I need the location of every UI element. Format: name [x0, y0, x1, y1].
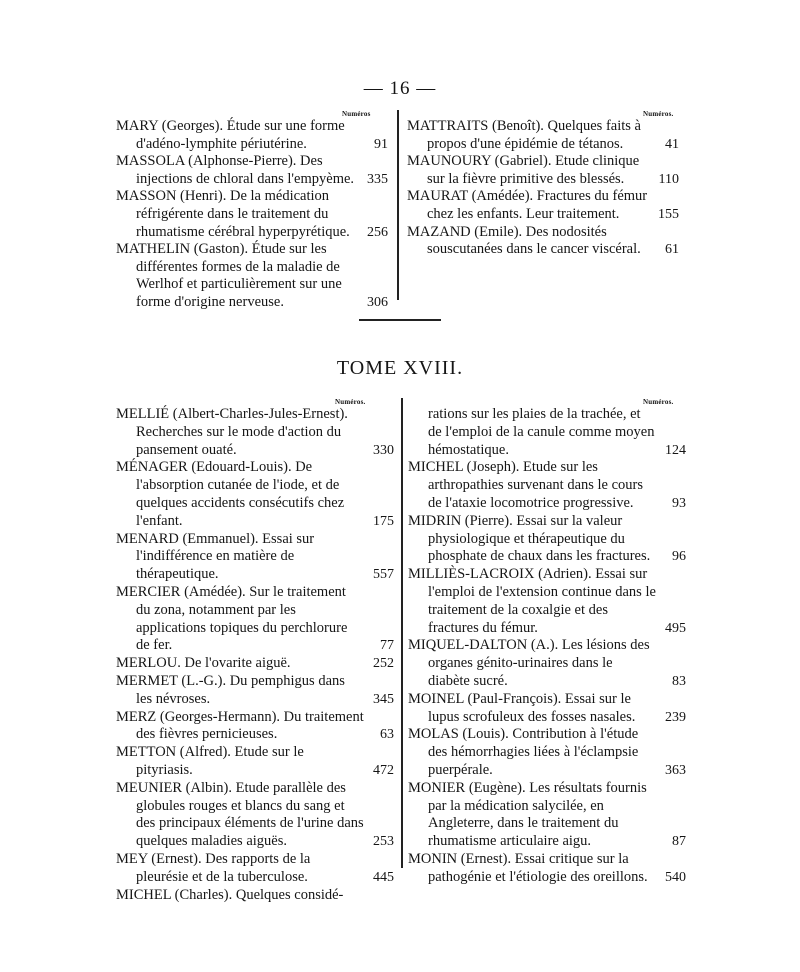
index-entry-continued: rations sur les plaies de la trachée, et de l'emploi de la canule comme moyen hémostatique. 124: [428, 406, 686, 458]
numeros-header-left-top: Numéros: [342, 110, 371, 118]
column-divider-bottom: [401, 398, 403, 868]
tome-heading: TOME XVIII.: [336, 357, 464, 379]
index-entry: MASSOLA (Alphonse-Pierre). Des injections de chloral dans l'empyème. 335: [116, 153, 388, 187]
index-entry: MICHEL (Joseph). Etude sur les arthropathies survenant dans le cours de l'ataxie locomotrice progressive. 93: [408, 459, 686, 511]
index-entry: MERMET (L.-G.). Du pemphigus dans les névroses. 345: [116, 672, 394, 707]
page-number: — 16 —: [363, 78, 437, 99]
index-entry: MÉNAGER (Edouard-Louis). De l'absorption cutanée de l'iode, et de quelques accidents consécutifs chez l'enfant. 175: [116, 459, 394, 529]
index-entry: MIDRIN (Pierre). Essai sur la valeur physiologique et thérapeutique du phosphate de chaux dans les fractures. 96: [408, 512, 686, 565]
numeros-header-right-bottom: Numéros.: [643, 398, 674, 406]
bottom-left-column: [116, 406, 394, 904]
index-entry: MEY (Ernest). Des rapports de la pleurésie et de la tuberculose. 445: [116, 850, 394, 885]
top-left-column: [116, 118, 388, 312]
top-right-column: [407, 118, 679, 259]
index-entry: MILLIÈS-LACROIX (Adrien). Essai sur l'emploi de l'extension continue dans le traitement de la coxalgie et des fractures du fémur. 495: [408, 566, 686, 636]
index-entry: MONIN (Ernest). Essai critique sur la pathogénie et l'étiologie des oreillons. 540: [408, 850, 686, 885]
index-entry: MASSON (Henri). De la médication réfrigérente dans le traitement du rhumatisme cérébral hyperpyrétique. 256: [116, 188, 388, 240]
numeros-header-left-bottom: Numéros.: [335, 398, 366, 406]
index-entry: MAURAT (Amédée). Fractures du fémur chez les enfants. Leur traitement. 155: [407, 188, 679, 222]
index-entry: MIQUEL-DALTON (A.). Les lésions des organes génito-urinaires dans le diabète sucré. 83: [408, 637, 686, 689]
index-entry: MOINEL (Paul-François). Essai sur le lupus scrofuleux des fosses nasales. 239: [408, 690, 686, 725]
index-entry: METTON (Alfred). Etude sur le pityriasis. 472: [116, 744, 394, 778]
index-entry: MAUNOURY (Gabriel). Etude clinique sur la fièvre primitive des blessés. 110: [407, 153, 679, 187]
index-entry: MENARD (Emmanuel). Essai sur l'indifférence en matière de thérapeutique. 557: [116, 530, 394, 583]
index-entry: MATHELIN (Gaston). Étude sur les différentes formes de la maladie de Werlhof et particulièrement sur une forme d'origine nerveuse. 306: [116, 241, 388, 310]
index-entry: MEUNIER (Albin). Etude parallèle des globules rouges et blancs du sang et des principaux éléments de l'urine dans quelques maladies aiguës. 253: [116, 779, 394, 850]
index-entry: MONIER (Eugène). Les résultats fournis par la médication salycilée, en Angleterre, dans le traitement du rhumatisme articulaire aigu. 87: [408, 779, 686, 850]
numeros-header-right-top: Numéros.: [643, 110, 674, 118]
index-entry: MATTRAITS (Benoît). Quelques faits à propos d'une épidémie de tétanos. 41: [407, 118, 679, 152]
index-entry: MARY (Georges). Étude sur une forme d'adéno-lymphite périutérine. 91: [116, 118, 388, 152]
index-entry: MOLAS (Louis). Contribution à l'étude des hémorrhagies liées à l'éclampsie puerpérale. 363: [408, 726, 686, 778]
index-entry: MERLOU. De l'ovarite aiguë. 252: [116, 655, 394, 672]
index-entry: MELLIÉ (Albert-Charles-Jules-Ernest). Recherches sur le mode d'action du pansement ouaté. 330: [116, 406, 394, 458]
bottom-right-column: [408, 406, 686, 887]
section-rule: [359, 319, 441, 321]
index-entry: MICHEL (Charles). Quelques considé-: [116, 886, 344, 903]
index-entry: MERCIER (Amédée). Sur le traitement du zona, notamment par les applications topiques du perchlorure de fer. 77: [116, 583, 394, 654]
index-entry: MAZAND (Emile). Des nodosités souscutanées dans le cancer viscéral. 61: [407, 223, 679, 258]
column-divider-top: [397, 110, 399, 300]
index-entry: MERZ (Georges-Hermann). Du traitement des fièvres pernicieuses. 63: [116, 708, 394, 743]
